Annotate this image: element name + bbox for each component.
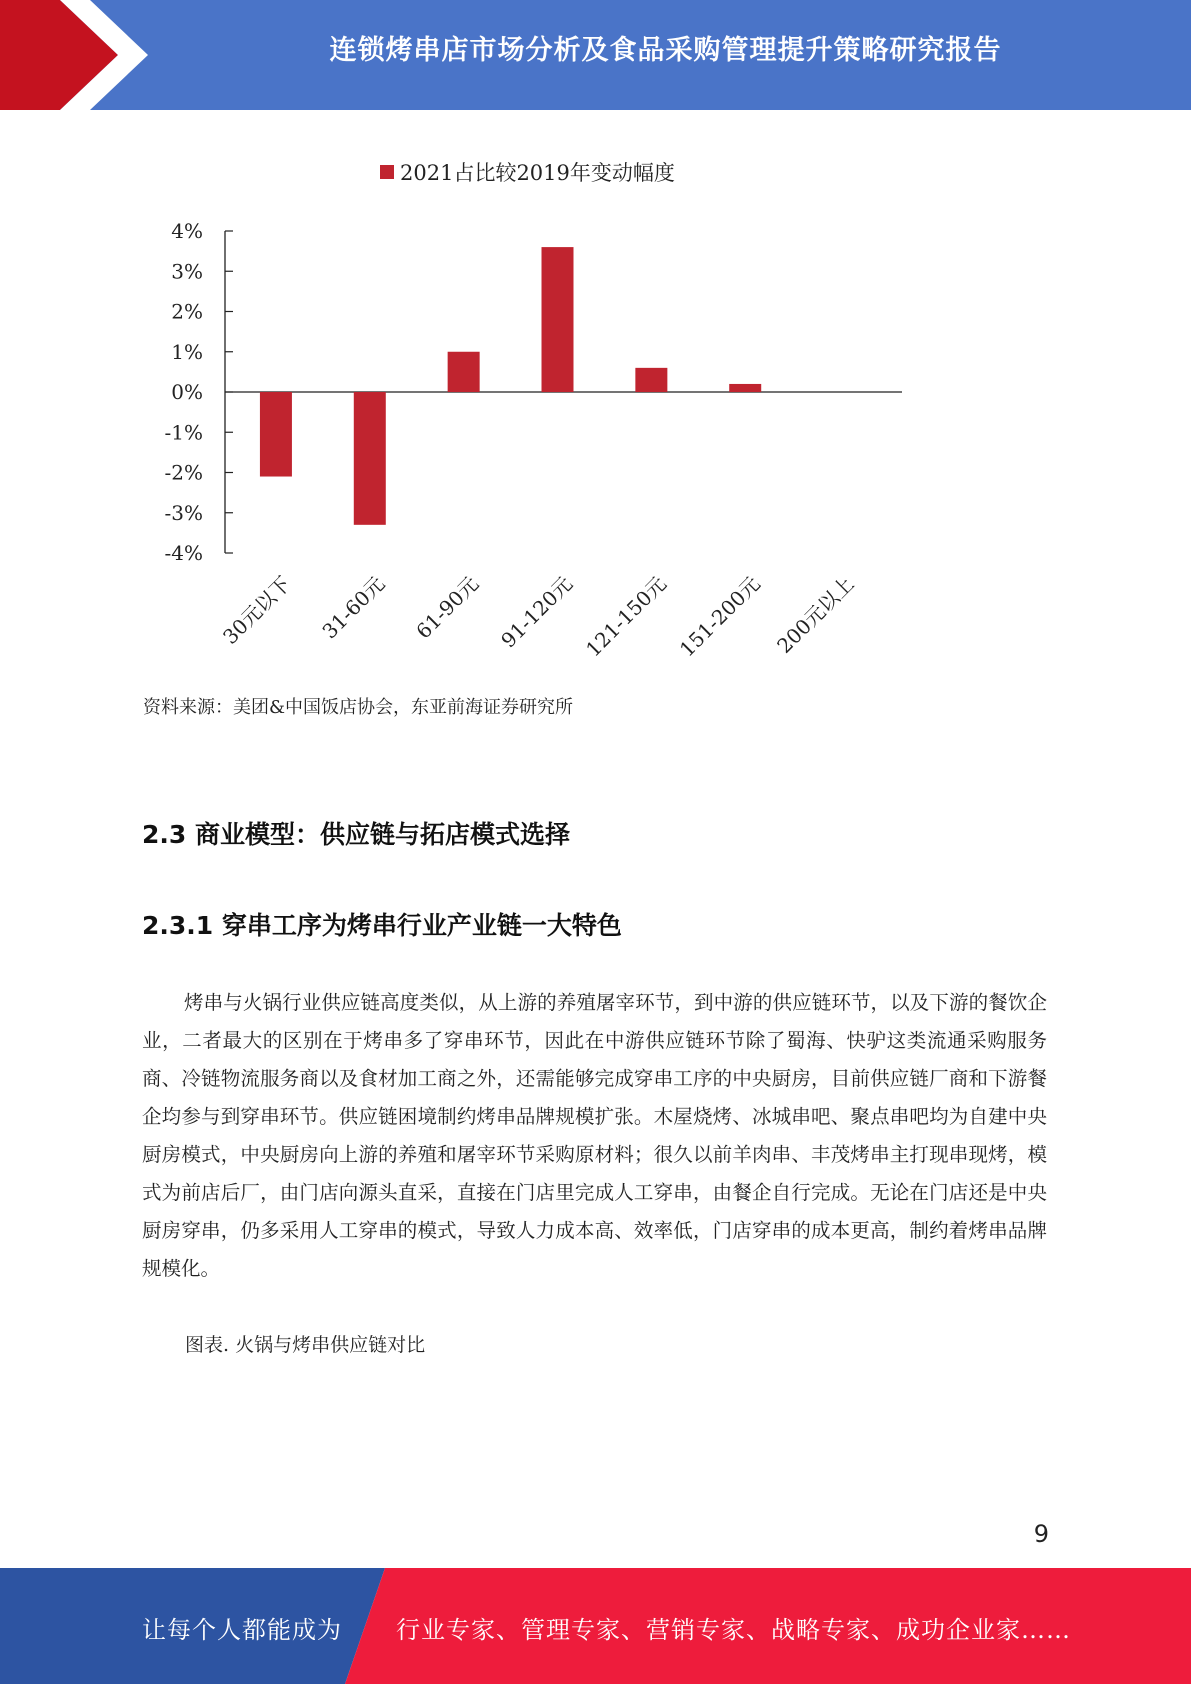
body-paragraph: 烤串与火锅行业供应链高度类似，从上游的养殖屠宰环节，到中游的供应链环节，以及下游的餐饮企业，二者最大的区别在于烤串多了穿串环节，因此在中游供应链环节除了蜀海、快驴这类流通采购服务商、冷链物流服务商以及食材加工商之外，还需能够完成穿串工序的中央厨房，目前供应链厂商和下游餐企均参与到穿串环节。供应链困境制约烤串品牌规模扩张。木屋烧烤、冰城串吧、聚点串吧均为自建中央厨房模式，中央厨房向上游的养殖和屠宰环节采购原材料；很久以前羊肉串、丰茂烤串主打现串现烤，模式为前店后厂，由门店向源头直采，直接在门店里完成人工穿串，由餐企自行完成。无论在门店还是中央厨房穿串，仍多采用人工穿串的模式，导致人力成本高、效率低，门店穿串的成本更高，制约着烤串品牌规模化。 xyxy=(142,991,1047,1280)
page-number: 9 xyxy=(1033,1520,1049,1548)
y-tick-label: 1% xyxy=(171,339,203,364)
page-footer xyxy=(0,1568,1191,1684)
y-tick-label: 0% xyxy=(171,380,203,404)
bar xyxy=(260,392,292,477)
x-category-label: 30元以下 xyxy=(218,571,296,649)
y-tick-label: 3% xyxy=(171,259,203,284)
y-tick-label: 4% xyxy=(171,219,203,243)
x-category-label: 151-200元 xyxy=(674,571,765,662)
x-category-label: 121-150元 xyxy=(581,571,671,662)
figure-caption: 图表. 火锅与烤串供应链对比 xyxy=(185,1334,426,1356)
y-tick-label: -2% xyxy=(164,460,203,485)
y-tick-label: 2% xyxy=(171,299,203,324)
bar xyxy=(354,392,386,525)
bar xyxy=(448,352,480,392)
x-category-label: 200元以上 xyxy=(772,571,859,658)
bar xyxy=(729,384,761,392)
y-tick-label: -1% xyxy=(164,420,203,445)
chart-source: 资料来源：美团&中国饭店协会，东亚前海证券研究所 xyxy=(143,697,574,718)
bar-chart xyxy=(0,0,1191,700)
subsection-heading: 2.3.1 穿串工序为烤串行业产业链一大特色 xyxy=(142,911,622,940)
x-category-label: 31-60元 xyxy=(317,571,390,644)
y-tick-label: -4% xyxy=(164,541,203,565)
footer-slogan-left: 让每个人都能成为 xyxy=(142,1616,342,1644)
bar xyxy=(542,247,574,392)
footer-slogan-right: 行业专家、管理专家、营销专家、战略专家、成功企业家…… xyxy=(396,1616,1071,1644)
section-heading: 2.3 商业模型：供应链与拓店模式选择 xyxy=(142,820,570,849)
x-category-label: 91-120元 xyxy=(496,571,578,653)
y-tick-label: -3% xyxy=(164,500,203,525)
bar xyxy=(635,368,667,392)
report-title: 连锁烤串店市场分析及食品采购管理提升策略研究报告 xyxy=(329,35,1002,66)
x-category-label: 61-90元 xyxy=(411,571,484,644)
legend-label: 2021占比较2019年变动幅度 xyxy=(400,161,675,185)
